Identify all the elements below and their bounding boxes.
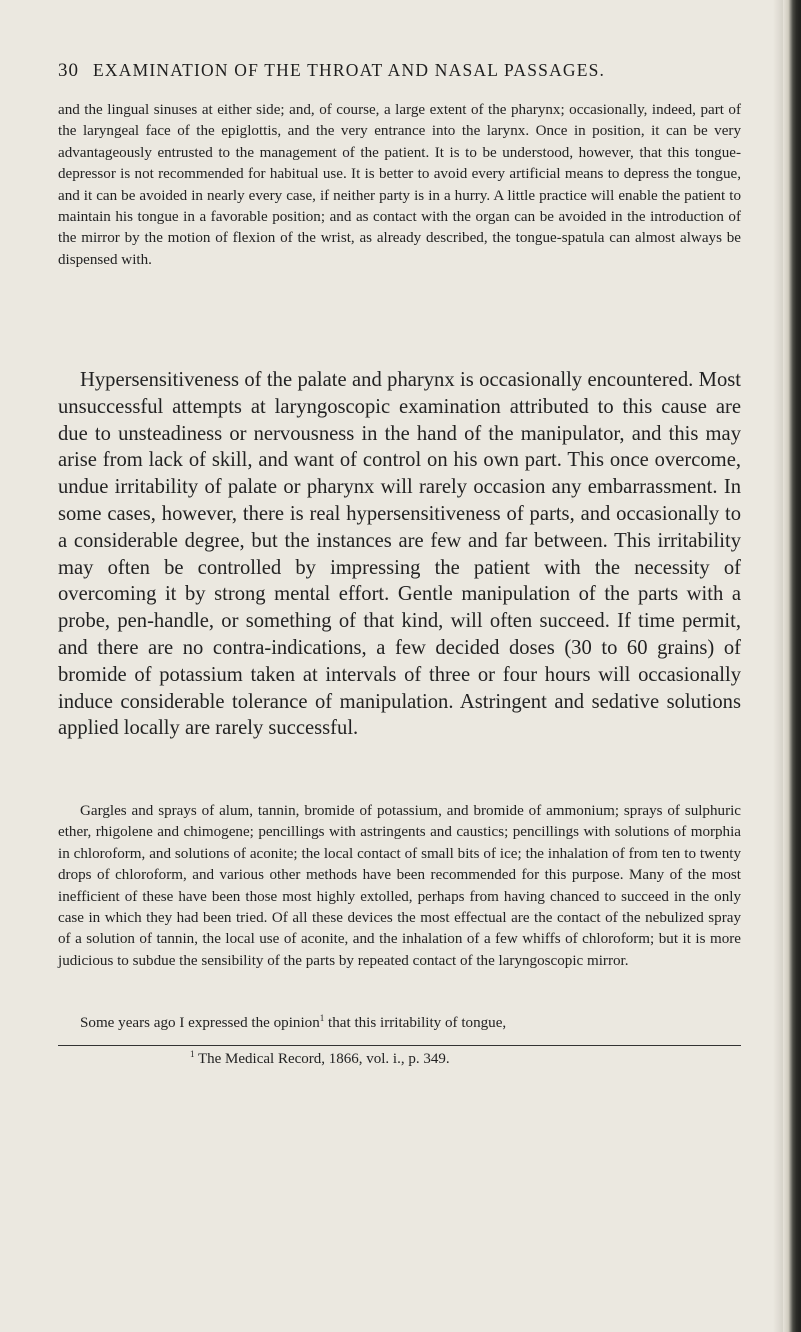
paragraph-text: Gargles and sprays of alum, tannin, bromide of potassium, and bromide of ammonium; sprays of sulphuric ether, rhigolene and chimogene; pencillings with astringents and caustics; pencillings with solutions of morphia in chloroform, and solutions of aconite; the local contact of small bits of ice; the inhalation of from ten to twenty drops of chloroform, and various other methods have been recommended for this purpose. Many of the most inefficient of these have been those most highly extolled, perhaps from having chanced to succeed in the only case in which they had been tried. Of all these devices the most effectual are the contact of the nebulized spray of a solution of tannin, the local use of aconite, and the inhalation of a few whiffs of chloroform; but it is more judicious to subdue the sensibility of the parts by repeated contact of the laryngoscopic mirror. xyxy=(58,803,741,969)
footnote xyxy=(190,1050,450,1068)
footnote-reference: 1 xyxy=(319,1012,325,1023)
running-header xyxy=(58,60,758,84)
footnote-text: The Medical Record, 1866, vol. i., p. 349. xyxy=(194,1051,450,1067)
page-number: 30 xyxy=(58,60,79,81)
page-binding-edge xyxy=(783,0,801,1332)
paragraph-hypersensitiveness xyxy=(58,367,741,742)
footnote-marker: 1 xyxy=(190,1049,195,1059)
paragraph-opinion xyxy=(58,1013,741,1034)
page-edge-shadow xyxy=(773,0,783,1332)
paragraph-opinion-end: that this irritability of tongue, xyxy=(324,1015,507,1031)
footnote-divider xyxy=(58,1045,741,1046)
paragraph-gargles-sprays xyxy=(58,801,741,972)
paragraph-text xyxy=(58,1013,741,1034)
paragraph-tongue-depressor xyxy=(58,100,741,271)
paragraph-text: Hypersensitiveness of the palate and pharynx is occasionally encountered. Most unsuccessful attempts at laryngoscopic examination attributed to this cause are due to unsteadiness or nervousness in the hand of the manipulator, and this may arise from lack of skill, and want of control on his own part. This once overcome, undue irritability of palate or pharynx will rarely occasion any embarrassment. In some cases, however, there is real hypersensitiveness of parts, and occasionally to a considerable degree, but the instances are few and far between. This irritability may often be controlled by impressing the patient with the necessity of overcoming it by strong mental effort. Gentle manipulation of the parts with a probe, pen-handle, or something of that kind, will often succeed. If time permit, and there are no contra-indications, a few decided doses (30 to 60 grains) of bromide of potassium taken at intervals of three or four hours will occasionally induce considerable tolerance of manipulation. Astringent and sedative solutions applied locally are rarely successful. xyxy=(58,369,741,740)
paragraph-opinion-start: Some years ago I expressed the opinion xyxy=(80,1015,320,1031)
running-title: EXAMINATION OF THE THROAT AND NASAL PASSAGES. xyxy=(93,60,606,80)
paragraph-text: and the lingual sinuses at either side; and, of course, a large extent of the pharynx; occasionally, indeed, part of the laryngeal face of the epiglottis, and the very entrance into the larynx. Once in position, it can be very advantageously entrusted to the management of the patient. It is to be understood, however, that this tongue-depressor is not recommended for habitual use. It is better to avoid every artificial means to depress the tongue, and it can be avoided in nearly every case, if neither party is in a hurry. A little practice will enable the patient to maintain his tongue in a favorable position; and as contact with the organ can be avoided in the introduction of the mirror by the motion of flexion of the wrist, as already described, the tongue-spatula can almost always be dispensed with. xyxy=(58,102,741,268)
